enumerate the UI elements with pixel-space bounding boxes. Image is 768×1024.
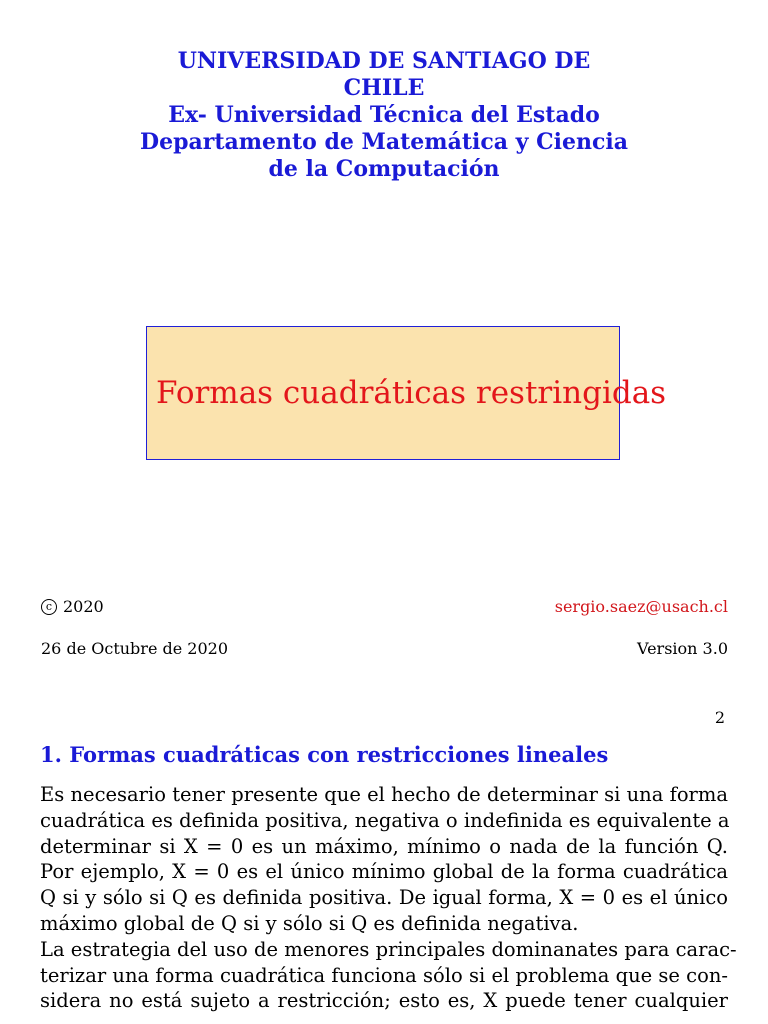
body-line: La estrategia del uso de menores principales dominanates para carac-: [40, 937, 737, 961]
copyright-year: 2020: [63, 597, 104, 616]
body-line: máximo global de Q si y sólo si Q es definida negativa.: [40, 911, 579, 935]
copyright-icon: c: [41, 599, 57, 615]
department-line1: Departamento de Matemática y Ciencia: [140, 129, 628, 155]
page-number: 2: [714, 708, 725, 727]
body-line: terizar una forma cuadrática funciona sólo si el problema que se con-: [40, 963, 728, 987]
body-line: Q si y sólo si Q es definida positiva. De igual forma, X = 0 es el único: [40, 886, 728, 910]
document-date: 26 de Octubre de 2020: [41, 639, 229, 658]
body-line: Es necesario tener presente que el hecho de determinar si una forma: [40, 783, 728, 806]
title-box: [146, 326, 667, 460]
body-line: Por ejemplo, X = 0 es el único mínimo global de la forma cuadrática: [40, 860, 728, 884]
section-body: [40, 782, 737, 1014]
copyright: [41, 597, 104, 616]
body-line: cuadrática es definida positiva, negativa o indefinida es equivalente a: [40, 808, 730, 832]
section-heading: 1. Formas cuadráticas con restricciones lineales: [40, 742, 609, 767]
document-version: Version 3.0: [637, 639, 728, 658]
department-line2: de la Computación: [268, 156, 500, 182]
body-line: determinar si X = 0 es un máximo, mínimo o nada de la función Q.: [40, 834, 728, 858]
ex-university-name: Ex- Universidad Técnica del Estado: [168, 102, 600, 128]
document-title: Formas cuadráticas restringidas: [156, 375, 667, 411]
university-name-line2: CHILE: [343, 75, 425, 101]
author-email[interactable]: sergio.saez@usach.cl: [554, 597, 728, 616]
institution-header: [0, 48, 768, 183]
university-name-line1: UNIVERSIDAD DE SANTIAGO DE: [177, 48, 591, 74]
body-line: sidera no está sujeto a restricción; esto es, X puede tener cualquier: [40, 989, 728, 1013]
